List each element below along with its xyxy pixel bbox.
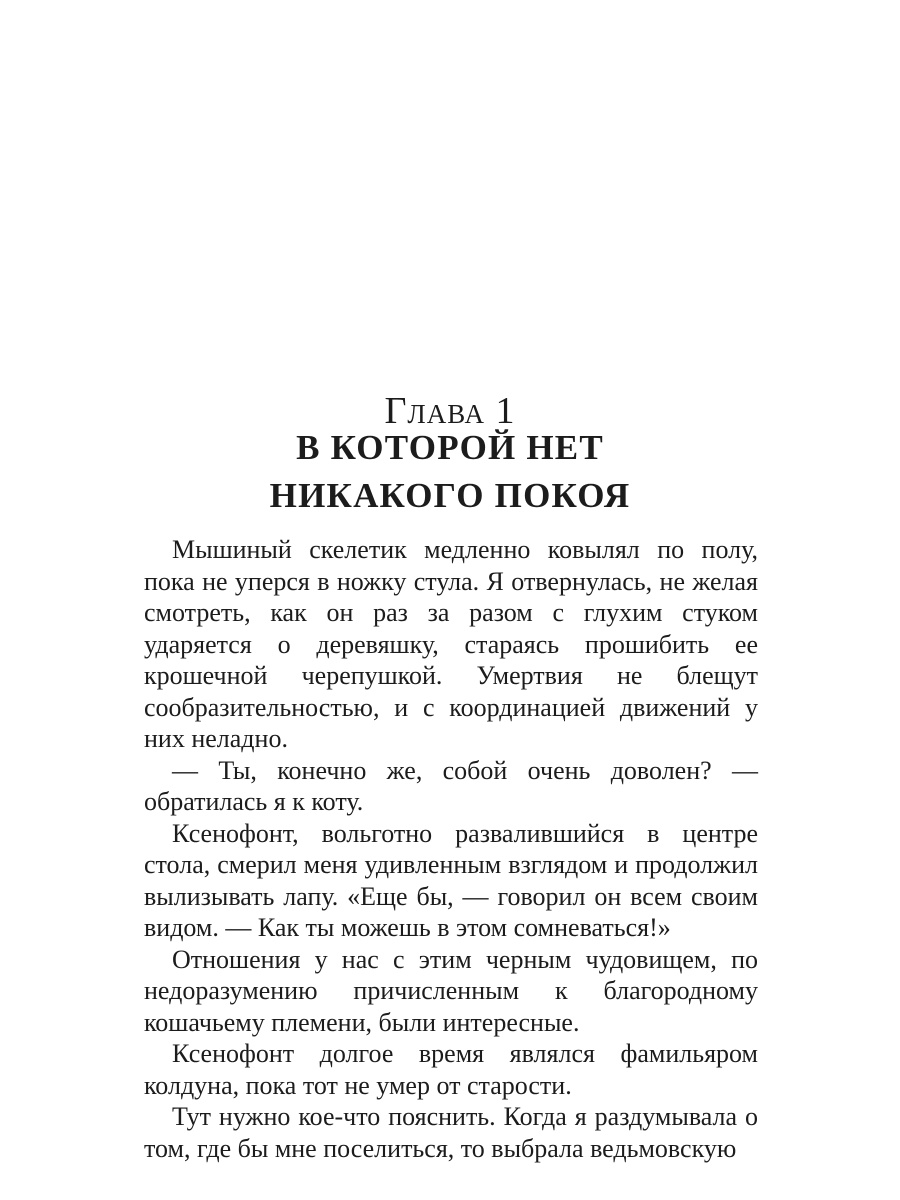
paragraph-2: — Ты, конечно же, собой очень доволен? — обратилась я к коту.: [144, 755, 758, 816]
chapter-title-line-1: В КОТОРОЙ НЕТ: [296, 428, 604, 467]
chapter-title: [0, 424, 900, 520]
chapter-title-line-2: НИКАКОГО ПОКОЯ: [269, 476, 631, 515]
paragraph-1: Мышиный скелетик медленно ковылял по полу, пока не уперся в ножку стула. Я отвернулась, не желая смотреть, как он раз за разом с глухим стуком ударяется о деревяшку, стараясь прошибить ее крошечной черепушкой. Умертвия не блещут сообразительностью, и с координацией движений у них неладно.: [144, 535, 758, 753]
paragraph-3: Ксенофонт, вольготно развалившийся в центре стола, смерил меня удивленным взглядом и продолжил вылизывать лапу. «Еще бы, — говорил он всем своим видом. — Как ты можешь в этом сомневаться!»: [144, 818, 758, 942]
paragraph-6: Тут нужно кое-что пояснить. Когда я раздумывала о том, где бы мне поселиться, то выбрала ведьмовскую: [144, 1102, 758, 1163]
body-text: [144, 534, 758, 1164]
paragraph-5: Ксенофонт долгое время являлся фамильяром колдуна, пока тот не умер от старости.: [144, 1039, 758, 1100]
chapter-label: Глава 1: [384, 390, 516, 432]
paragraph-4: Отношения у нас с этим черным чудовищем, по недоразумению причисленным к благородному кошачьему племени, были интересные.: [144, 944, 758, 1037]
